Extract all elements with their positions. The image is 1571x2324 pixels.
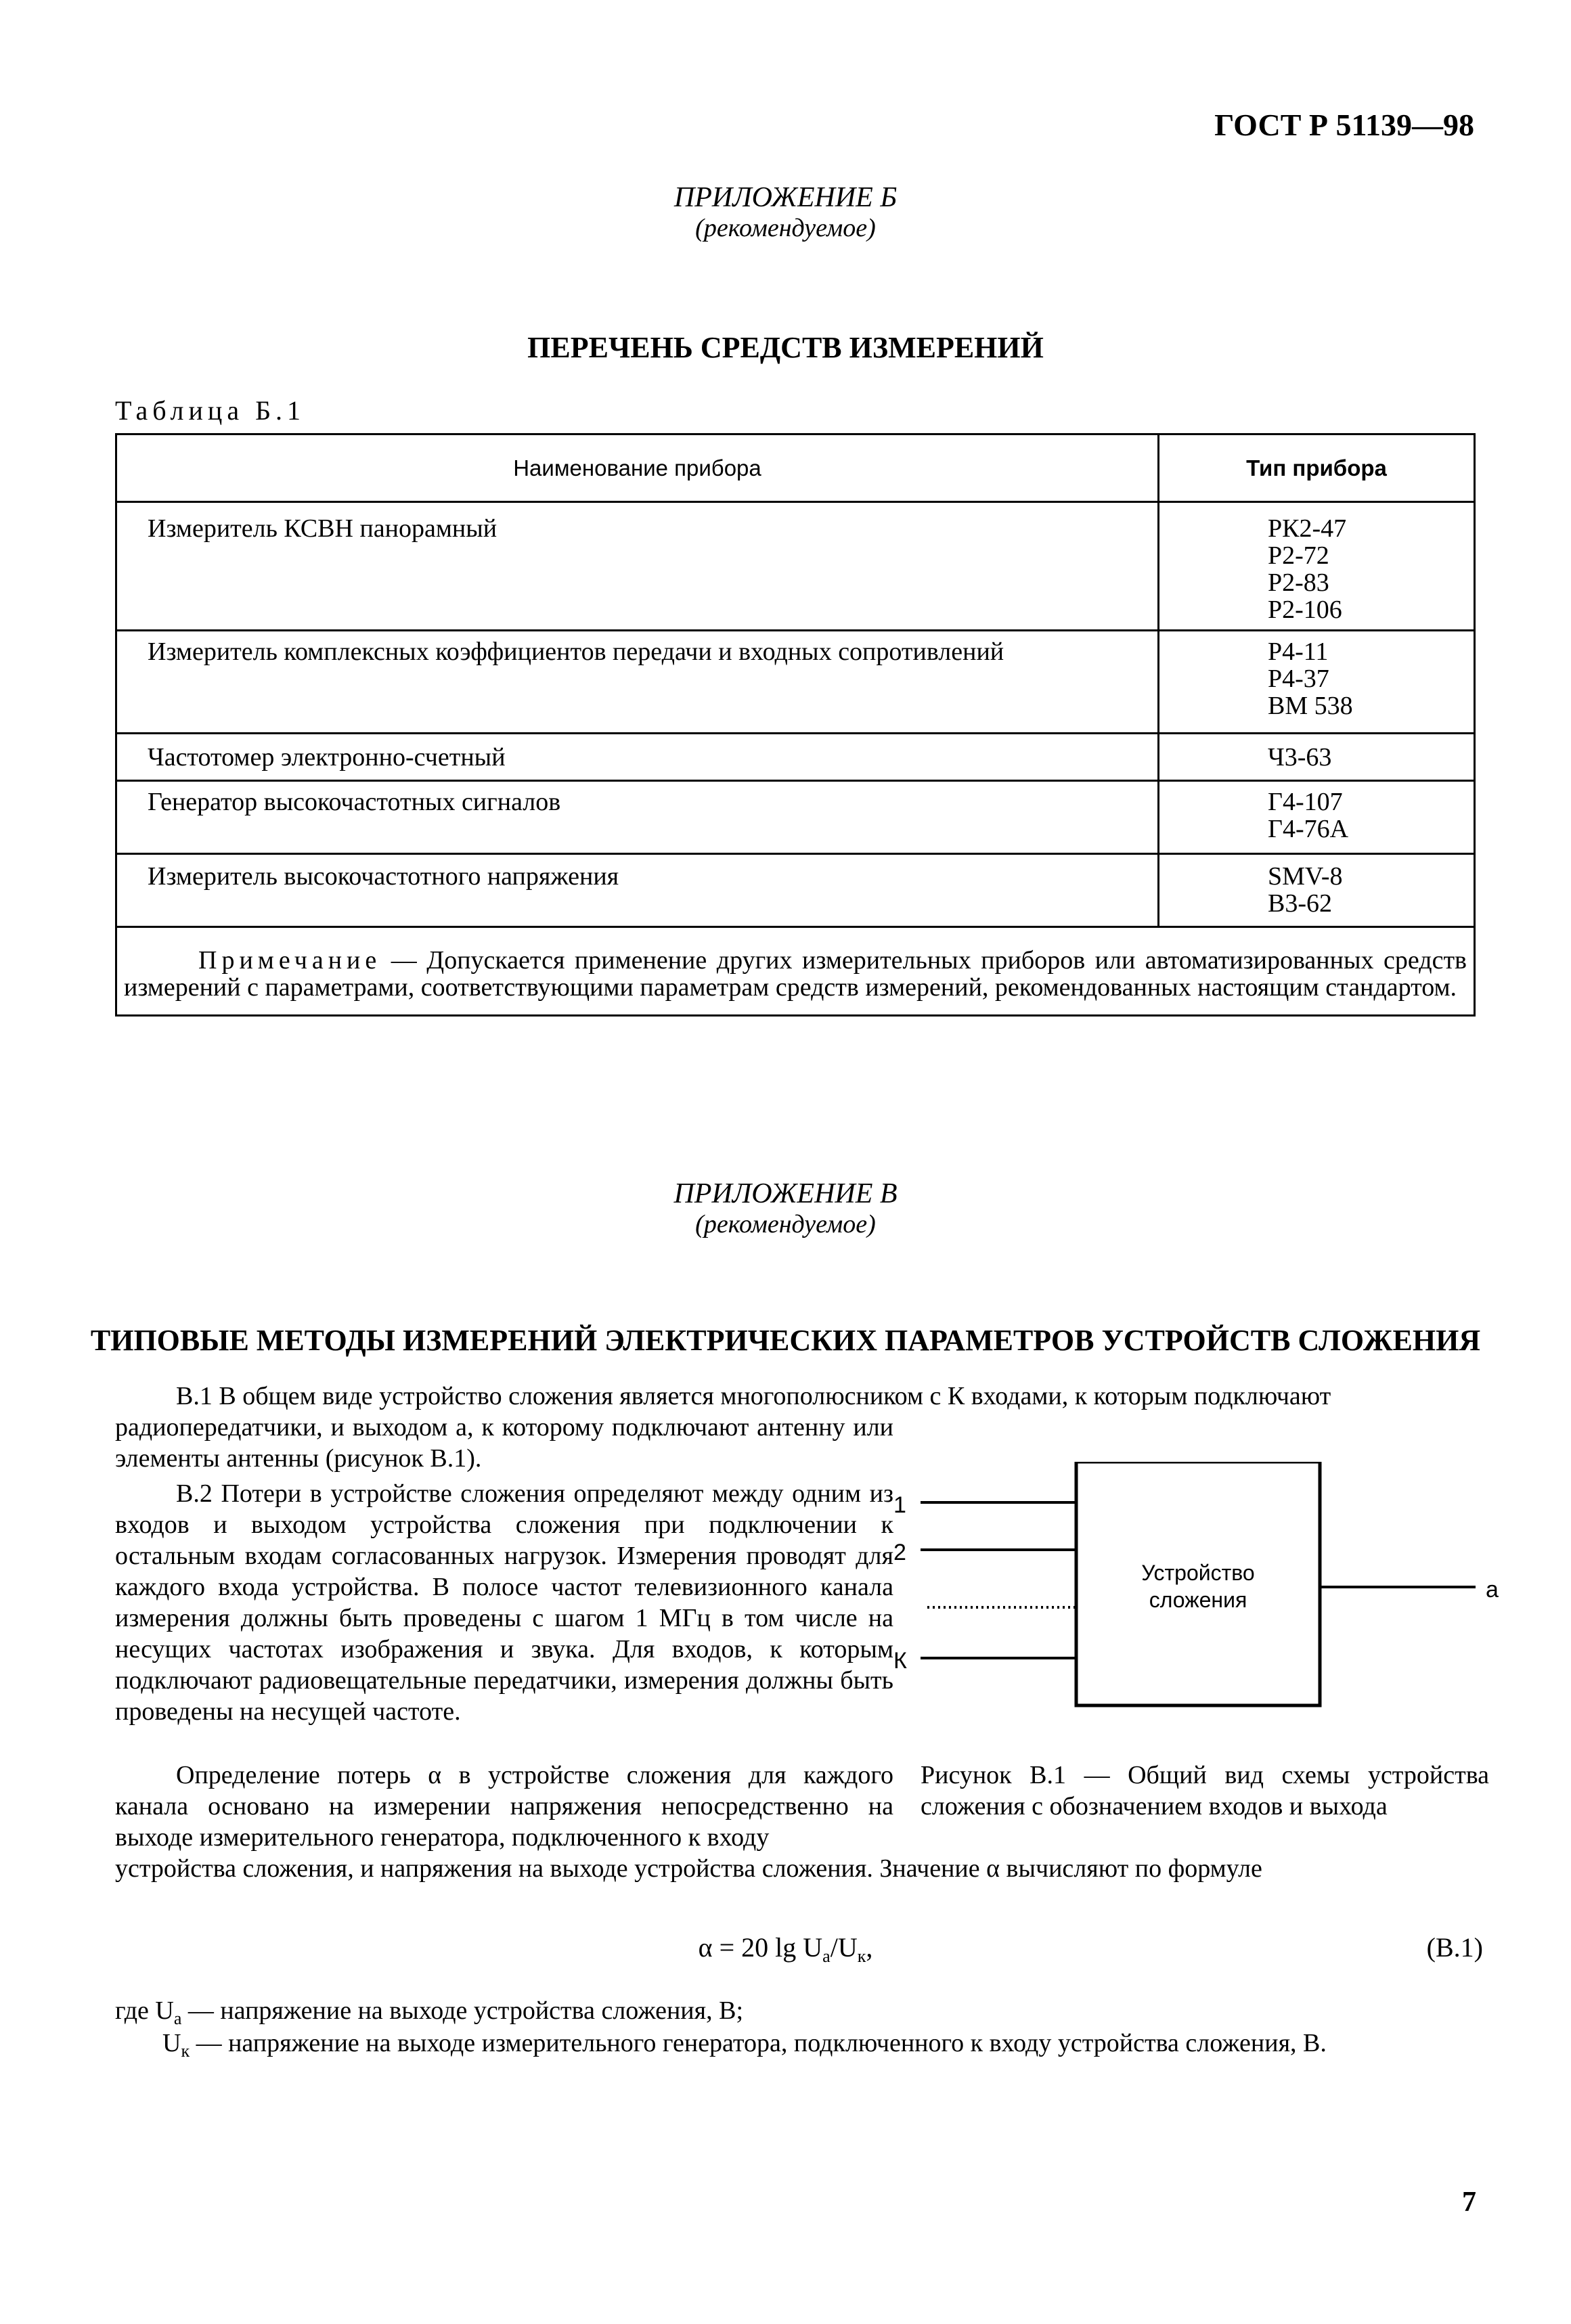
note-text: — Допускается применение других измерительных приборов или автоматизированных средств измерений с параметрами, соответствующими параметрам средств измерений, рекомендованных настоящим стандартом. [124, 946, 1467, 1002]
where-2-sub: к [181, 2041, 190, 2061]
appendix-v-heading: ТИПОВЫЕ МЕТОДЫ ИЗМЕРЕНИЙ ЭЛЕКТРИЧЕСКИХ ПАРАМЕТРОВ УСТРОЙСТВ СЛОЖЕНИЯ [90, 1324, 1481, 1357]
table-row [117, 855, 1474, 928]
block-label-line1: Устройство [1141, 1561, 1255, 1585]
column-header-name: Наименование прибора [117, 435, 1159, 501]
formula [0, 1931, 1571, 1967]
paragraph-v1-line1: В.1 В общем виде устройство сложения является многополюсником с К входами, к которым подключают [176, 1382, 1331, 1410]
appendix-v-subtitle: (рекомендуемое) [695, 1210, 876, 1238]
formula-number: (В.1) [1426, 1932, 1483, 1963]
table-header-row [117, 435, 1474, 503]
table-row [117, 503, 1474, 631]
table-row [117, 782, 1474, 855]
table-label: Таблица Б.1 [115, 395, 306, 426]
instrument-name: Измеритель комплексных коэффициентов передачи и входных сопротивлений [117, 631, 1159, 732]
table-row [117, 734, 1474, 782]
paragraph-v3-last: устройства сложения, и напряжения на выходе устройства сложения. Значение α вычисляют по формуле [115, 1854, 1262, 1883]
output-label: а [1486, 1577, 1499, 1603]
where-1-prefix: где U [115, 1996, 174, 2025]
instrument-name: Измеритель КСВН панорамный [117, 503, 1159, 629]
table-note [117, 928, 1474, 1014]
formula-end: , [866, 1932, 873, 1963]
instrument-types: Р4-11 Р4-37 ВМ 538 [1268, 638, 1353, 720]
instrument-types: SMV-8 В3-62 [1268, 862, 1343, 918]
combiner-diagram [893, 1462, 1503, 1746]
where-2-text: — напряжение на выходе измерительного генератора, подключенного к входу устройства сложения, В. [190, 2029, 1327, 2057]
formula-lhs: α = 20 lg U [698, 1932, 823, 1963]
table-row [117, 631, 1474, 734]
instrument-types: РК2-47 Р2-72 Р2-83 Р2-106 [1268, 514, 1347, 624]
appendix-b-subtitle: (рекомендуемое) [695, 214, 876, 242]
instrument-name: Генератор высокочастотных сигналов [117, 782, 1159, 853]
appendix-v-title: ПРИЛОЖЕНИЕ В [673, 1178, 898, 1209]
document-code: ГОСТ Р 51139—98 [1214, 108, 1474, 142]
page-number: 7 [1462, 2187, 1476, 2218]
input-label-k: К [893, 1648, 907, 1674]
block-label-line2: сложения [1149, 1588, 1247, 1612]
paragraph-v2: В.2 Потери в устройстве сложения определяют между одним из входов и выходом устройства сложения при подключении к остальным входам согласованных нагрузок. Измерения проводят для каждого входа устройства. В полосе частот телевизионного канала измерения должны быть проведены с шагом 1 МГц в том числе на несущих частотах изображения и звука. Для входов, к которым подключают радиовещательные передатчики, измерения должны быть проведены на несущей частоте. [115, 1479, 893, 1726]
input-label-2: 2 [893, 1540, 906, 1565]
appendix-b-heading: ПЕРЕЧЕНЬ СРЕДСТВ ИЗМЕРЕНИЙ [527, 331, 1044, 364]
instrument-name: Измеритель высокочастотного напряжения [117, 855, 1159, 926]
instrument-types: Г4-107 Г4-76А [1268, 788, 1349, 843]
formula-mid: /U [830, 1932, 858, 1963]
instruments-table [115, 433, 1476, 1016]
instrument-name: Частотомер электронно-счетный [117, 734, 1159, 780]
note-label: Примечание [198, 946, 382, 975]
where-1-sub: а [173, 2009, 182, 2028]
input-label-1: 1 [893, 1492, 906, 1518]
formula-sub-a: а [822, 1946, 831, 1966]
figure-caption: Рисунок В.1 — Общий вид схемы устройства сложения с обозначением входов и выхода [921, 1761, 1489, 1820]
instrument-types: Ч3-63 [1268, 743, 1332, 772]
paragraph-v1-rest: радиопередатчики, и выходом а, к которому подключают антенну или элементы антенны (рисунок В.1). [115, 1413, 893, 1473]
formula-sub-k: к [857, 1946, 866, 1966]
where-1-text: — напряжение на выходе устройства сложения, В; [181, 1996, 744, 2025]
column-header-type: Тип прибора [1246, 455, 1387, 481]
where-line-2 [162, 2028, 1327, 2067]
paragraph-v3: Определение потерь α в устройстве сложения для каждого канала основано на измерении напряжения непосредственно на выходе измерительного генератора, подключенного к входу [115, 1761, 893, 1852]
where-2-prefix: U [162, 2029, 181, 2057]
appendix-b-title: ПРИЛОЖЕНИЕ Б [673, 182, 898, 213]
